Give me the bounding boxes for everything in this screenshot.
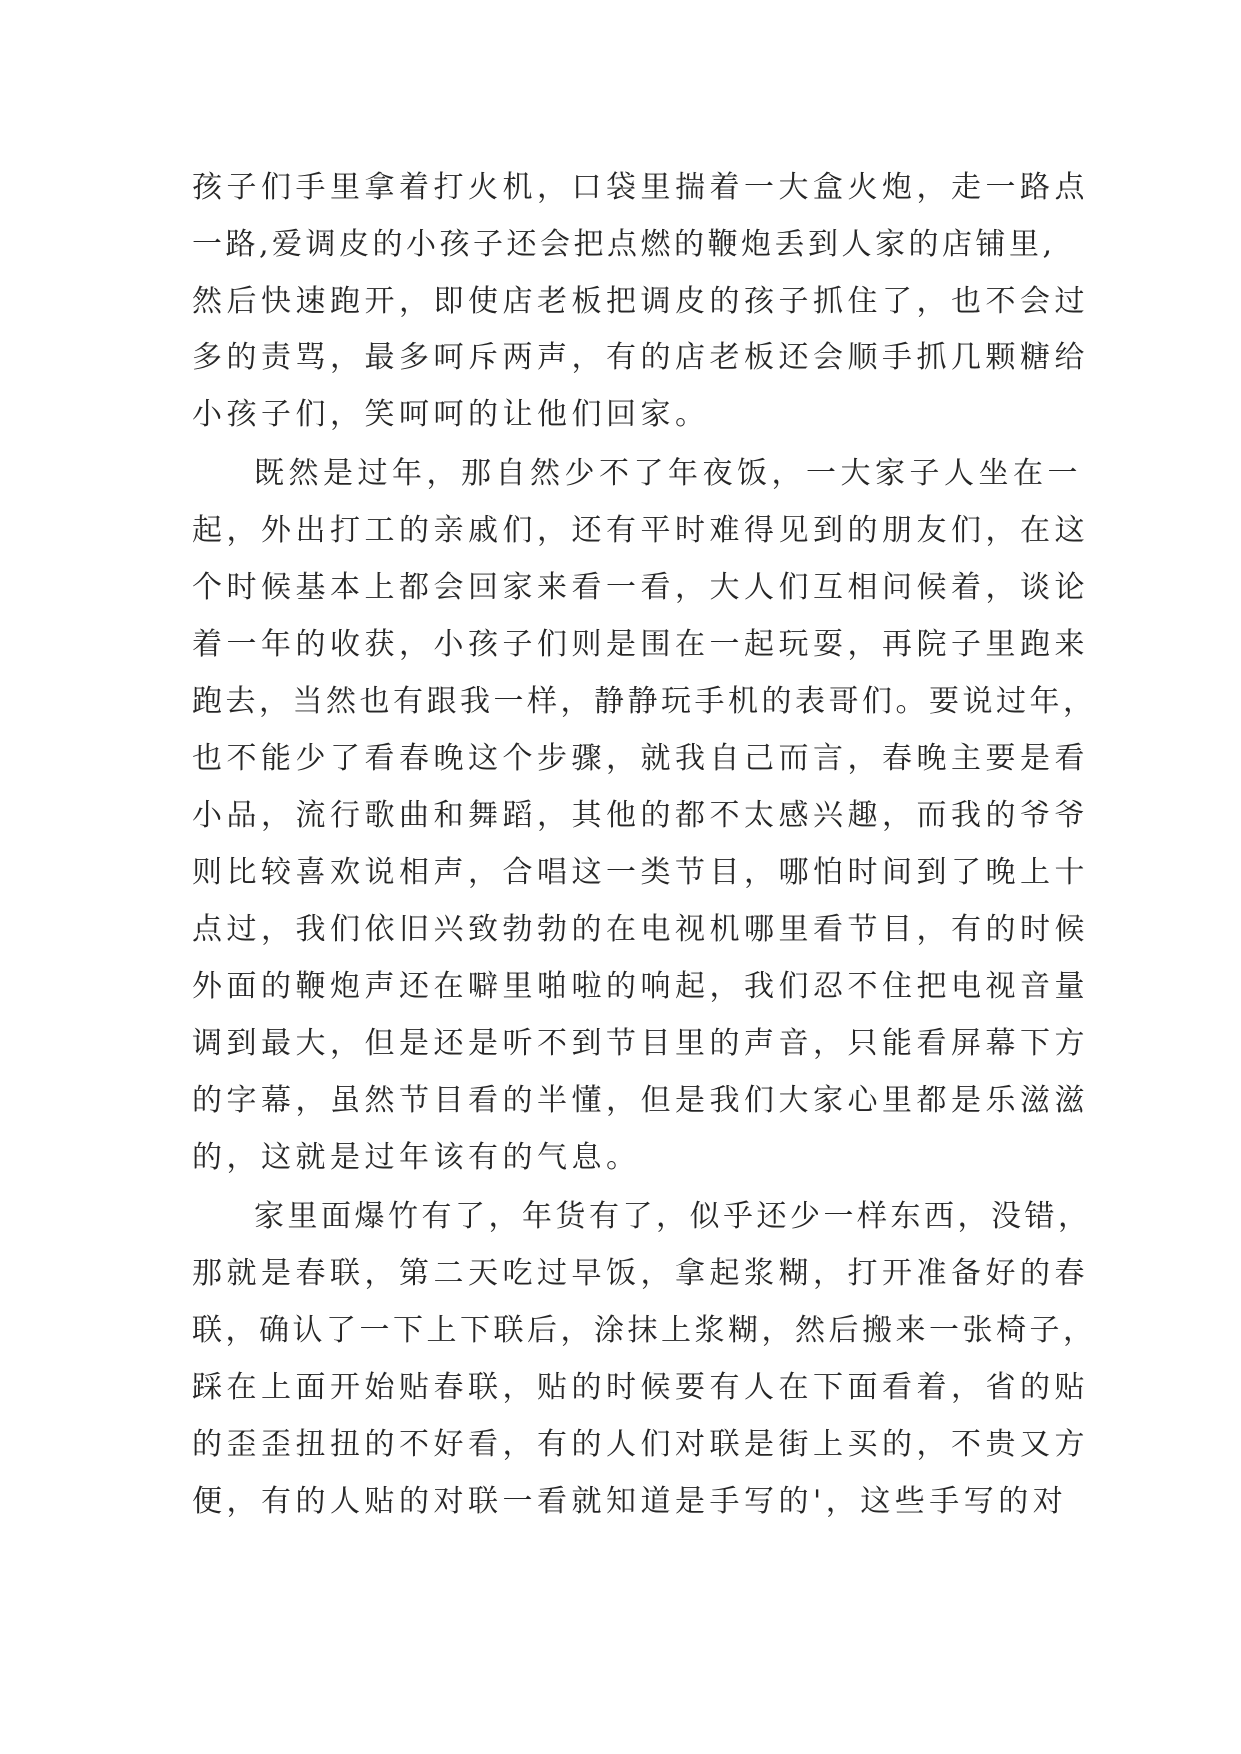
body-text-line: 联，确认了一下上下联后，涂抹上浆糊，然后搬来一张椅子， [192,1313,1097,1348]
body-text-line: 的，这就是过年该有的气息。 [192,1140,641,1175]
body-text-line: 也不能少了看春晚这个步骤，就我自己而言，春晚主要是看 [192,741,1089,776]
body-text-line: 那就是春联，第二天吃过早饭，拿起浆糊，打开准备好的春 [192,1256,1089,1291]
body-text-line: 踩在上面开始贴春联，贴的时候要有人在下面看着，省的贴 [192,1370,1089,1405]
body-text-line: 着一年的收获，小孩子们则是围在一起玩耍，再院子里跑来 [192,627,1089,662]
body-text-line: 调到最大，但是还是听不到节目里的声音，只能看屏幕下方 [192,1026,1089,1061]
body-text-line: 起，外出打工的亲戚们，还有平时难得见到的朋友们，在这 [192,513,1089,548]
body-text-line: 小孩子们，笑呵呵的让他们回家。 [192,397,710,432]
body-text-line: 一路,爱调皮的小孩子还会把点燃的鞭炮丢到人家的店铺里, [192,227,1056,262]
body-text-line: 小品，流行歌曲和舞蹈，其他的都不太感兴趣，而我的爷爷 [192,798,1089,833]
paragraph-first-line: 家里面爆竹有了，年货有了，似乎还少一样东西，没错， [254,1199,1092,1234]
body-text-line: 外面的鞭炮声还在噼里啪啦的响起，我们忍不住把电视音量 [192,969,1089,1004]
body-text-line: 个时候基本上都会回家来看一看，大人们互相问候着，谈论 [192,570,1089,605]
body-text-line: 孩子们手里拿着打火机，口袋里揣着一大盒火炮，走一路点 [192,170,1089,205]
body-text-line: 则比较喜欢说相声，合唱这一类节目，哪怕时间到了晚上十 [192,855,1089,890]
body-text-line: 点过，我们依旧兴致勃勃的在电视机哪里看节目，有的时候 [192,912,1089,947]
body-text-line: 的歪歪扭扭的不好看，有的人们对联是街上买的，不贵又方 [192,1427,1089,1462]
body-text-line: 便，有的人贴的对联一看就知道是手写的'，这些手写的对 [192,1484,1068,1519]
body-text-line: 跑去，当然也有跟我一样，静静玩手机的表哥们。要说过年， [192,684,1097,719]
paragraph-first-line: 既然是过年，那自然少不了年夜饭，一大家子人坐在一 [254,456,1082,491]
body-text-line: 多的责骂，最多呵斥两声，有的店老板还会顺手抓几颗糖给 [192,340,1089,375]
body-text-line: 然后快速跑开，即使店老板把调皮的孩子抓住了，也不会过 [192,284,1089,319]
body-text-line: 的字幕，虽然节目看的半懂，但是我们大家心里都是乐滋滋 [192,1083,1089,1118]
